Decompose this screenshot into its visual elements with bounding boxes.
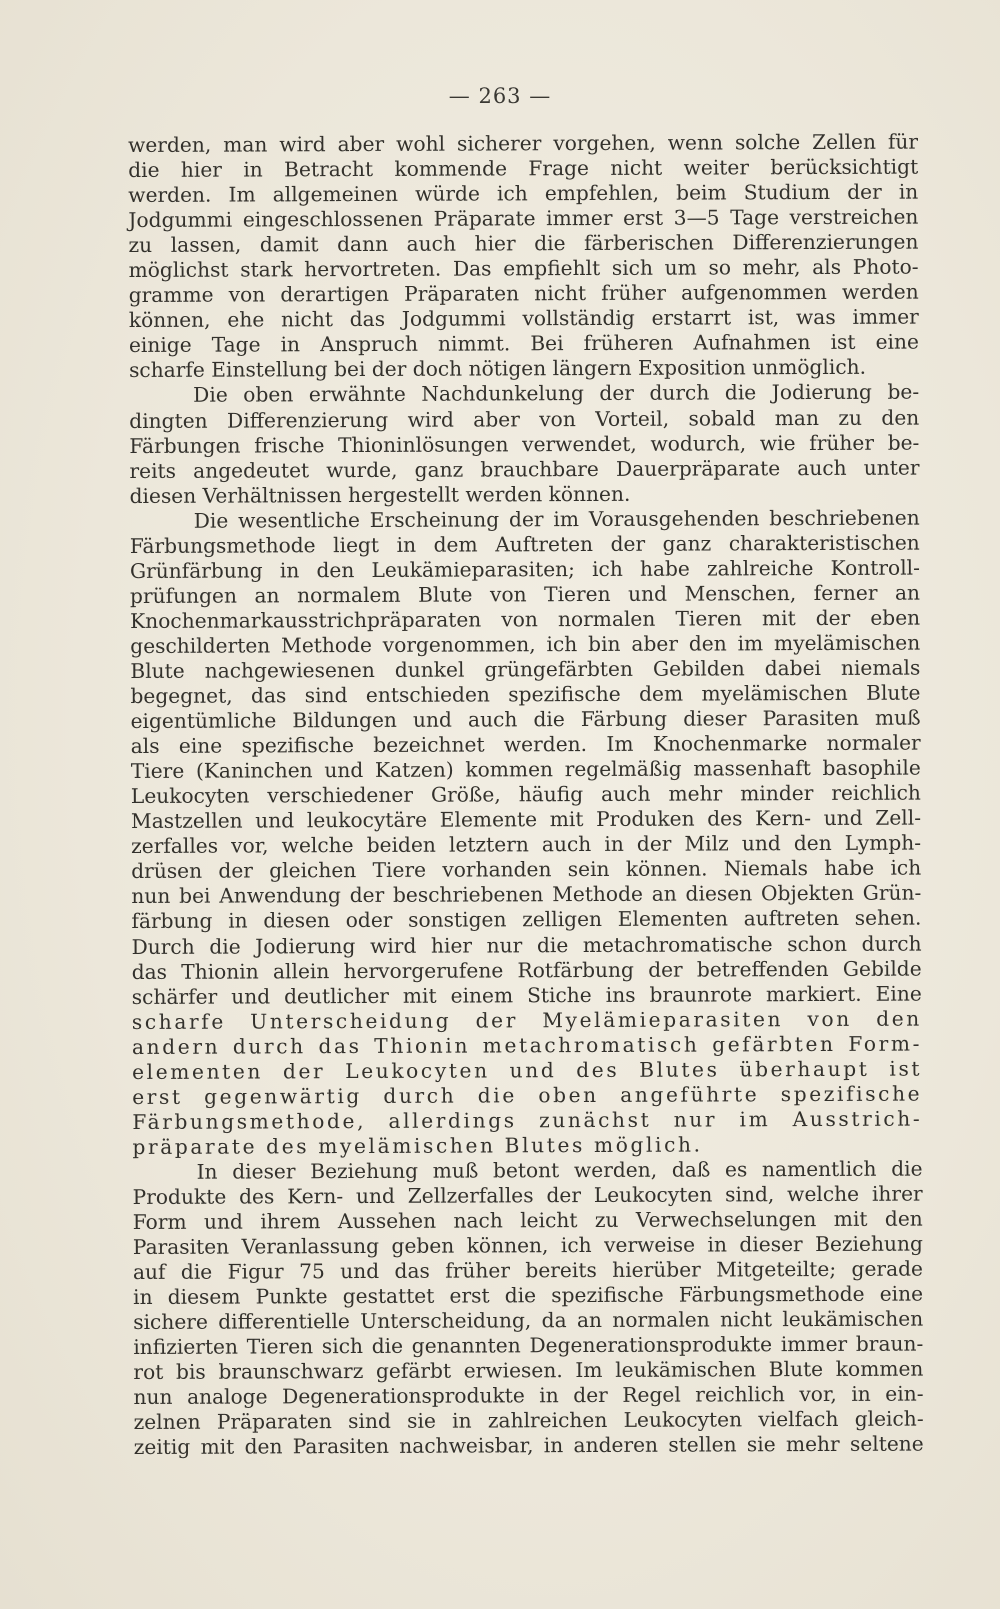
text-line: gramme von derartigen Präparaten nicht früher aufgenommen werden: [128, 279, 919, 308]
paragraph-start-line: Die oben erwähnte Nachdunkelung der durch die Jodierung be-: [193, 380, 920, 408]
text-line: färbung in diesen oder sonstigen zelligen Elementen auftreten sehen.: [131, 905, 922, 934]
page-number: — 263 —: [448, 84, 552, 108]
text-line: können, ehe nicht das Jodgummi vollständig erstarrt ist, was immer: [128, 304, 919, 333]
text-line: sichere differentielle Unterscheidung, da an normalen nicht leukämischen: [133, 1306, 924, 1335]
text-line: das Thionin allein hervorgerufene Rotfärbung der betreffenden Gebilde: [131, 956, 922, 984]
text-line: werden. Im allgemeinen würde ich empfehlen, beim Studium der in: [128, 179, 919, 208]
text-line: reits angedeutet wurde, ganz brauchbare Dauerpräparate auch unter: [129, 455, 920, 483]
body-text: [128, 130, 924, 1461]
spaced-text-line: Färbungsmethode, allerdings zunächst nur im Ausstrich-: [132, 1106, 923, 1134]
spaced-text-line: präparate des myelämischen Blutes möglich.: [132, 1132, 703, 1159]
text-line: drüsen der gleichen Tiere vorhanden sein können. Niemals habe ich: [131, 855, 922, 884]
text-line: als eine spezifische bezeichnet werden. Im Knochenmarke normaler: [130, 730, 921, 759]
text-line: in diesem Punkte gestattet erst die spezifische Färbungsmethode eine: [133, 1281, 924, 1310]
paragraph-start-line: Die wesentliche Erscheinung der im Vorausgehenden beschriebenen: [193, 505, 920, 533]
spaced-text-line: scharfe Unterscheidung der Myelämieparasiten von den: [131, 1006, 922, 1034]
text-line: begegnet, das sind entschieden spezifische dem myelämischen Blute: [130, 680, 921, 709]
text-line: Parasiten Veranlassung geben können, ich verweise in dieser Beziehung: [132, 1231, 923, 1260]
text-line: werden, man wird aber wohl sicherer vorgehen, wenn solche Zellen für: [128, 129, 919, 157]
text-line: zu lassen, damit dann auch hier die färberischen Differenzierungen: [128, 229, 919, 258]
text-line: zeitig mit den Parasiten nachweisbar, in anderen stellen sie mehr seltene: [133, 1431, 924, 1460]
text-line: diesen Verhältnissen hergestellt werden können.: [129, 481, 631, 508]
text-line: die hier in Betracht kommende Frage nicht weiter berücksichtigt: [128, 154, 919, 183]
text-line: dingten Differenzierung wird aber von Vorteil, sobald man zu den: [129, 405, 920, 433]
text-line: Jodgummi eingeschlossenen Präparate immer erst 3—5 Tage verstreichen: [128, 204, 919, 233]
text-line: eigentümliche Bildungen und auch die Färbung dieser Parasiten muß: [130, 705, 921, 734]
text-line: scharfe Einstellung bei der doch nötigen längern Exposition unmöglich.: [128, 355, 867, 383]
spaced-text-line: erst gegenwärtig durch die oben angeführte spezifische: [132, 1081, 923, 1109]
text-line: einige Tage in Anspruch nimmt. Bei früheren Aufnahmen ist eine: [128, 329, 919, 358]
text-line: auf die Figur 75 und das früher bereits hierüber Mitgeteilte; gerade: [132, 1256, 924, 1285]
text-line: Produkte des Kern- und Zellzerfalles der Leukocyten sind, welche ihrer: [132, 1181, 923, 1209]
text-line: schärfer und deutlicher mit einem Stiche ins braunrote markiert. Eine: [131, 981, 922, 1009]
text-line: zelnen Präparaten sind sie in zahlreichen Leukocyten vielfach gleich-: [133, 1406, 924, 1435]
text-line: Blute nachgewiesenen dunkel grüngefärbten Gebilden dabei niemals: [130, 655, 921, 683]
text-line: Färbungen frische Thioninlösungen verwendet, wodurch, wie früher be-: [129, 430, 920, 458]
text-line: Durch die Jodierung wird hier nur die metachromatische schon durch: [131, 931, 922, 959]
text-line: infizierten Tieren sich die genannten Degenerationsprodukte immer braun-: [133, 1331, 924, 1360]
text-line: Knochenmarkausstrichpräparaten von normalen Tieren mit der eben: [130, 605, 921, 633]
text-line: nun bei Anwendung der beschriebenen Methode an diesen Objekten Grün-: [131, 880, 922, 909]
text-line: Mastzellen und leukocytäre Elemente mit Produken des Kern- und Zell-: [130, 805, 922, 834]
text-line: rot bis braunschwarz gefärbt erwiesen. Im leukämischen Blute kommen: [133, 1356, 924, 1385]
text-line: Tiere (Kaninchen und Katzen) kommen regelmäßig massenhaft basophile: [130, 755, 921, 784]
paragraph-start-line: In dieser Beziehung muß betont werden, daß es namentlich die: [196, 1156, 923, 1184]
text-line: prüfungen an normalem Blute von Tieren und Menschen, ferner an: [129, 580, 921, 608]
text-line: zerfalles vor, welche beiden letztern auch in der Milz und den Lymph-: [131, 830, 922, 859]
spaced-text-line: elementen der Leukocyten und des Blutes überhaupt ist: [132, 1056, 923, 1084]
text-line: möglichst stark hervortreten. Das empfiehlt sich um so mehr, als Photo-: [128, 254, 919, 283]
text-line: nun analoge Degenerationsprodukte in der Regel reichlich vor, in ein-: [133, 1381, 924, 1410]
text-line: Grünfärbung in den Leukämieparasiten; ich habe zahlreiche Kontroll-: [129, 555, 920, 583]
text-line: geschilderten Methode vorgenommen, ich bin aber den im myelämischen: [130, 630, 921, 658]
spaced-text-line: andern durch das Thionin metachromatisch gefärbten Form-: [131, 1031, 923, 1059]
text-line: Färbungsmethode liegt in dem Auftreten der ganz charakteristischen: [129, 530, 920, 558]
text-line: Form und ihrem Aussehen nach leicht zu Verwechselungen mit den: [132, 1206, 923, 1235]
text-line: Leukocyten verschiedener Größe, häufig auch mehr minder reichlich: [130, 780, 921, 809]
